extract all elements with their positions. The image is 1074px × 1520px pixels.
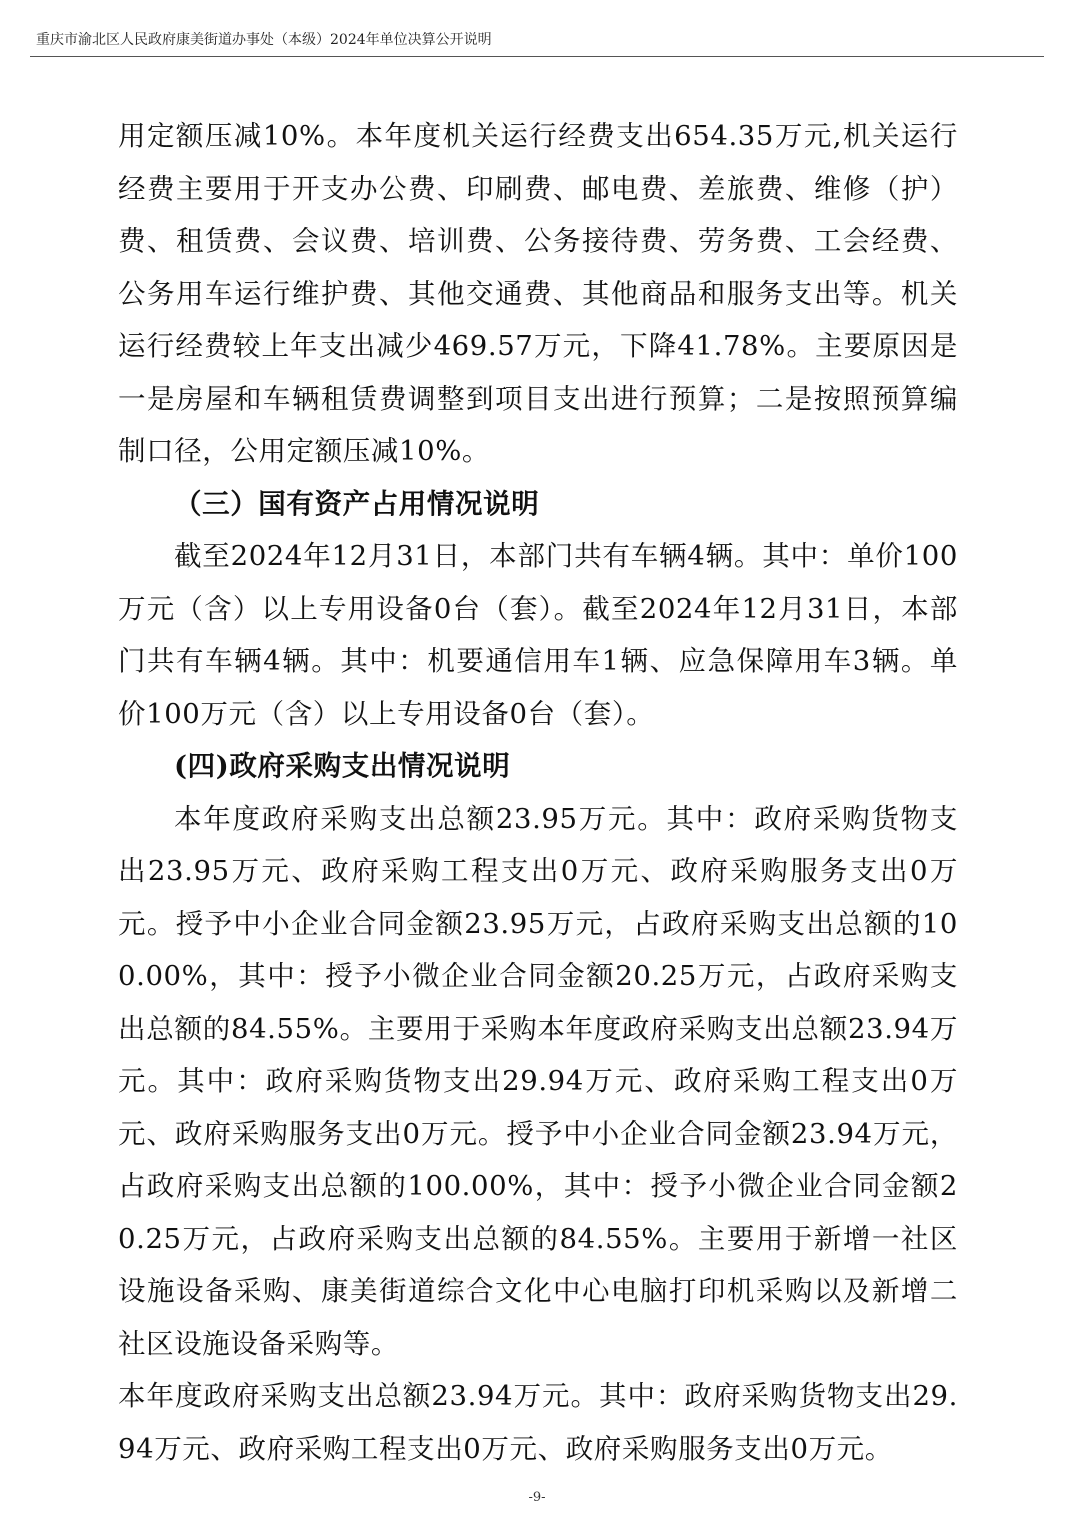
- paragraph-operating-expenses: 用定额压减10%。本年度机关运行经费支出654.35万元,机关运行经费主要用于开支办公费、印刷费、邮电费、差旅费、维修（护）费、租赁费、会议费、培训费、公务接待费、劳务费、工会经费、公务用车运行维护费、其他交通费、其他商品和服务支出等。机关运行经费较上年支出减少469.57万元，下降41.78%。主要原因是一是房屋和车辆租赁费调整到项目支出进行预算；二是按照预算编制口径，公用定额压减10%。: [118, 120, 958, 467]
- header-divider: [30, 56, 1044, 57]
- paragraph-state-assets: 截至2024年12月31日，本部门共有车辆4辆。其中：单价100万元（含）以上专用设备0台（套）。截至2024年12月31日，本部门共有车辆4辆。其中：机要通信用车1辆、应急保障用车3辆。单价100万元（含）以上专用设备0台（套）。: [118, 540, 958, 730]
- page-header: [0, 0, 1074, 60]
- paragraph-procurement-summary: 本年度政府采购支出总额23.94万元。其中：政府采购货物支出29.94万元、政府采购工程支出0万元、政府采购服务支出0万元。: [118, 1380, 958, 1465]
- page-number: -9-: [528, 1490, 546, 1505]
- section-heading-state-assets: （三）国有资产占用情况说明: [174, 487, 540, 520]
- document-body: [118, 110, 958, 1475]
- section-heading-government-procurement: (四)政府采购支出情况说明: [174, 750, 511, 782]
- document-title: 重庆市渝北区人民政府康美街道办事处（本级）2024年单位决算公开说明: [36, 32, 492, 48]
- paragraph-government-procurement: 本年度政府采购支出总额23.95万元。其中：政府采购货物支出23.95万元、政府采购工程支出0万元、政府采购服务支出0万元。授予中小企业合同金额23.95万元，占政府采购支出总额的100.00%，其中：授予小微企业合同金额20.25万元，占政府采购支出总额的84.55%。主要用于采购本年度政府采购支出总额23.94万元。其中：政府采购货物支出29.94万元、政府采购工程支出0万元、政府采购服务支出0万元。授予中小企业合同金额23.94万元，占政府采购支出总额的100.00%，其中：授予小微企业合同金额20.25万元，占政府采购支出总额的84.55%。主要用于新增一社区设施设备采购、康美街道综合文化中心电脑打印机采购以及新增二社区设施设备采购等。: [118, 802, 958, 1360]
